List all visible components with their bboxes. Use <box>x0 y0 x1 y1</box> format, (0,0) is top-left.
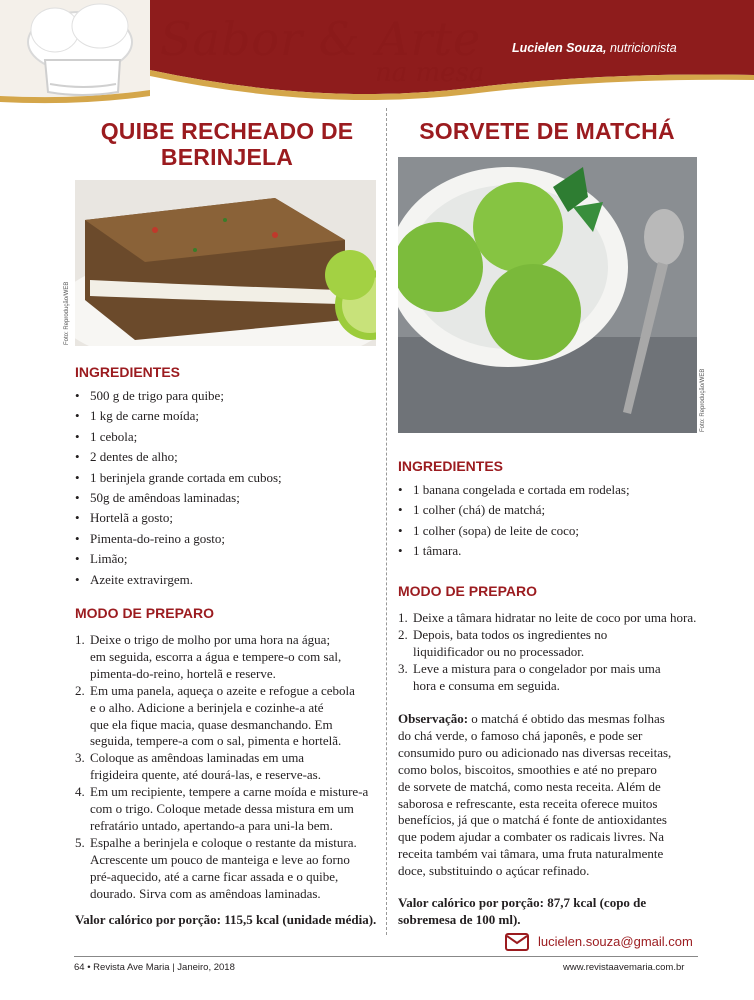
step-line: e o alho. Adicione a berinjela e cozinhe-a até <box>90 699 324 715</box>
method-steps-right <box>398 610 698 695</box>
method-steps-left <box>75 632 381 903</box>
step-number: 2. <box>398 626 408 642</box>
header-banner <box>0 0 754 108</box>
step-line: seguida, tempere-a com o sal, pimenta e hortelã. <box>90 733 342 749</box>
list-item: • 500 g de trigo para quibe; <box>75 386 381 406</box>
step-line: pré-aquecido, até a carne ficar assada e o quibe, <box>90 868 339 884</box>
author-credit <box>512 41 677 55</box>
method-heading-left: MODO DE PREPARO <box>75 605 214 621</box>
step-number: 3. <box>398 660 408 676</box>
step-line: Em um recipiente, tempere a carne moída e misture-a <box>90 784 369 800</box>
step-line: hora e consuma em seguida. <box>413 677 560 693</box>
list-item: • 1 tâmara. <box>398 541 698 561</box>
observation-line: o matchá é obtido das mesmas folhas <box>471 711 665 726</box>
step-number: 2. <box>75 682 85 698</box>
list-item: • 1 cebola; <box>75 427 381 447</box>
calories-line: sobremesa de 100 ml). <box>398 911 521 927</box>
step-line: que ela fique macia, quase desmanchando. Em <box>90 716 333 732</box>
sorvete-photo <box>398 157 697 433</box>
step-line: Em uma panela, aqueça o azeite e refogue a cebola <box>90 682 355 698</box>
observation-block <box>398 711 698 880</box>
observation-line: consumido puro ou adicionado nas diversas receitas, <box>398 744 672 760</box>
ingredients-heading-left: INGREDIENTES <box>75 364 181 380</box>
observation-line: de sorvete de matchá, como nesta receita. Além de <box>398 778 661 794</box>
observation-line: receita também vai tâmara, uma fruta naturalmente <box>398 846 664 862</box>
list-item: • 1 berinjela grande cortada em cubos; <box>75 468 381 488</box>
step-line: pimenta-do-reino, hortelã e reserve. <box>90 665 276 681</box>
step-number: 3. <box>75 750 85 766</box>
list-item: • Hortelã a gosto; <box>75 508 381 528</box>
footer-page-info: 64 • Revista Ave Maria | Janeiro, 2018 <box>74 962 235 973</box>
step-item <box>75 835 381 903</box>
list-item: • 50g de amêndoas laminadas; <box>75 488 381 508</box>
step-line: Deixe o trigo de molho por uma hora na água; <box>90 632 331 647</box>
step-line: Espalhe a berinjela e coloque o restante da mistura. <box>90 834 357 850</box>
column-title: Sabor & Arte <box>160 12 482 66</box>
list-item: • 1 colher (chá) de matchá; <box>398 500 698 520</box>
step-line: Depois, bata todos os ingredientes no <box>413 626 608 642</box>
step-item <box>75 632 381 683</box>
photo-credit-left: Foto: Reprodução/WEB <box>64 281 70 345</box>
step-number: 5. <box>75 834 85 850</box>
step-line: Coloque as amêndoas laminadas em uma <box>90 750 305 766</box>
envelope-icon <box>505 933 529 951</box>
author-name: Lucielen Souza, <box>512 41 607 55</box>
calories-right <box>398 895 698 929</box>
step-item <box>75 784 381 835</box>
recipe-title-sorvete: SORVETE DE MATCHÁ <box>419 118 675 144</box>
step-line: liquidificador ou no processador. <box>413 643 585 659</box>
observation-label: Observação: <box>398 711 469 726</box>
observation-line: benefícios, já que o matchá é fonte de antioxidantes <box>398 812 667 828</box>
photo-credit-right: Foto: Reprodução/WEB <box>700 368 706 432</box>
step-line: com o trigo. Coloque metade dessa mistura em um <box>90 801 354 817</box>
footer-rule <box>74 956 698 957</box>
step-item <box>398 661 698 695</box>
calories-line: Valor calórico por porção: 87,7 kcal (copo de <box>398 895 647 910</box>
observation-line: doce, substituindo o açúcar refinado. <box>398 863 590 879</box>
observation-line: como bolos, biscoitos, smoothies e até no preparo <box>398 761 657 777</box>
list-item: • 2 dentes de alho; <box>75 447 381 467</box>
list-item: • Limão; <box>75 549 381 569</box>
observation-line: do chá verde, o famoso chá japonês, e pode ser <box>398 727 643 743</box>
step-line: frigideira quente, até dourá-las, e reserve-as. <box>90 767 321 783</box>
step-line: Deixe a tâmara hidratar no leite de coco por uma hora. <box>413 610 697 625</box>
list-item: • Azeite extravirgem. <box>75 570 381 590</box>
column-subtitle: na mesa <box>375 58 485 88</box>
footer-website-link[interactable]: www.revistaavemaria.com.br <box>563 962 685 973</box>
step-number: 1. <box>75 632 85 647</box>
observation-line: que podem ajudar a combater os radicais livres. Na <box>398 829 665 845</box>
list-item: • Pimenta-do-reino a gosto; <box>75 529 381 549</box>
step-line: dourado. Sirva com as amêndoas laminadas. <box>90 885 321 901</box>
list-item: • 1 colher (sopa) de leite de coco; <box>398 521 698 541</box>
step-line: refratário untado, apertando-a para uni-la bem. <box>90 817 333 833</box>
calories-left: Valor calórico por porção: 115,5 kcal (unidade média). <box>75 912 377 927</box>
contact-email-link[interactable]: lucielen.souza@gmail.com <box>538 934 693 949</box>
method-heading-right: MODO DE PREPARO <box>398 583 537 599</box>
step-item <box>75 683 381 751</box>
observation-line: saborosa e refrescante, esta receita oferece muitos <box>398 795 658 811</box>
ingredients-list-right <box>398 480 698 562</box>
step-line: Leve a mistura para o congelador por mais uma <box>413 660 661 676</box>
quibe-photo <box>75 180 376 346</box>
list-item: • 1 kg de carne moída; <box>75 406 381 426</box>
list-item: • 1 banana congelada e cortada em rodelas; <box>398 480 698 500</box>
recipe-title-quibe: QUIBE RECHEADO DE BERINJELA <box>100 118 354 170</box>
step-item <box>75 750 381 784</box>
step-item <box>398 627 698 661</box>
ingredients-list-left <box>75 386 381 590</box>
step-line: Acrescente um pouco de manteiga e leve ao forno <box>90 851 350 867</box>
step-number: 1. <box>398 610 408 625</box>
column-divider <box>386 108 387 935</box>
step-item <box>398 610 698 627</box>
ingredients-heading-right: INGREDIENTES <box>398 458 504 474</box>
author-role: nutricionista <box>609 41 677 55</box>
step-line: em seguida, escorra a água e tempere-o com sal, <box>90 648 342 664</box>
step-number: 4. <box>75 784 85 800</box>
